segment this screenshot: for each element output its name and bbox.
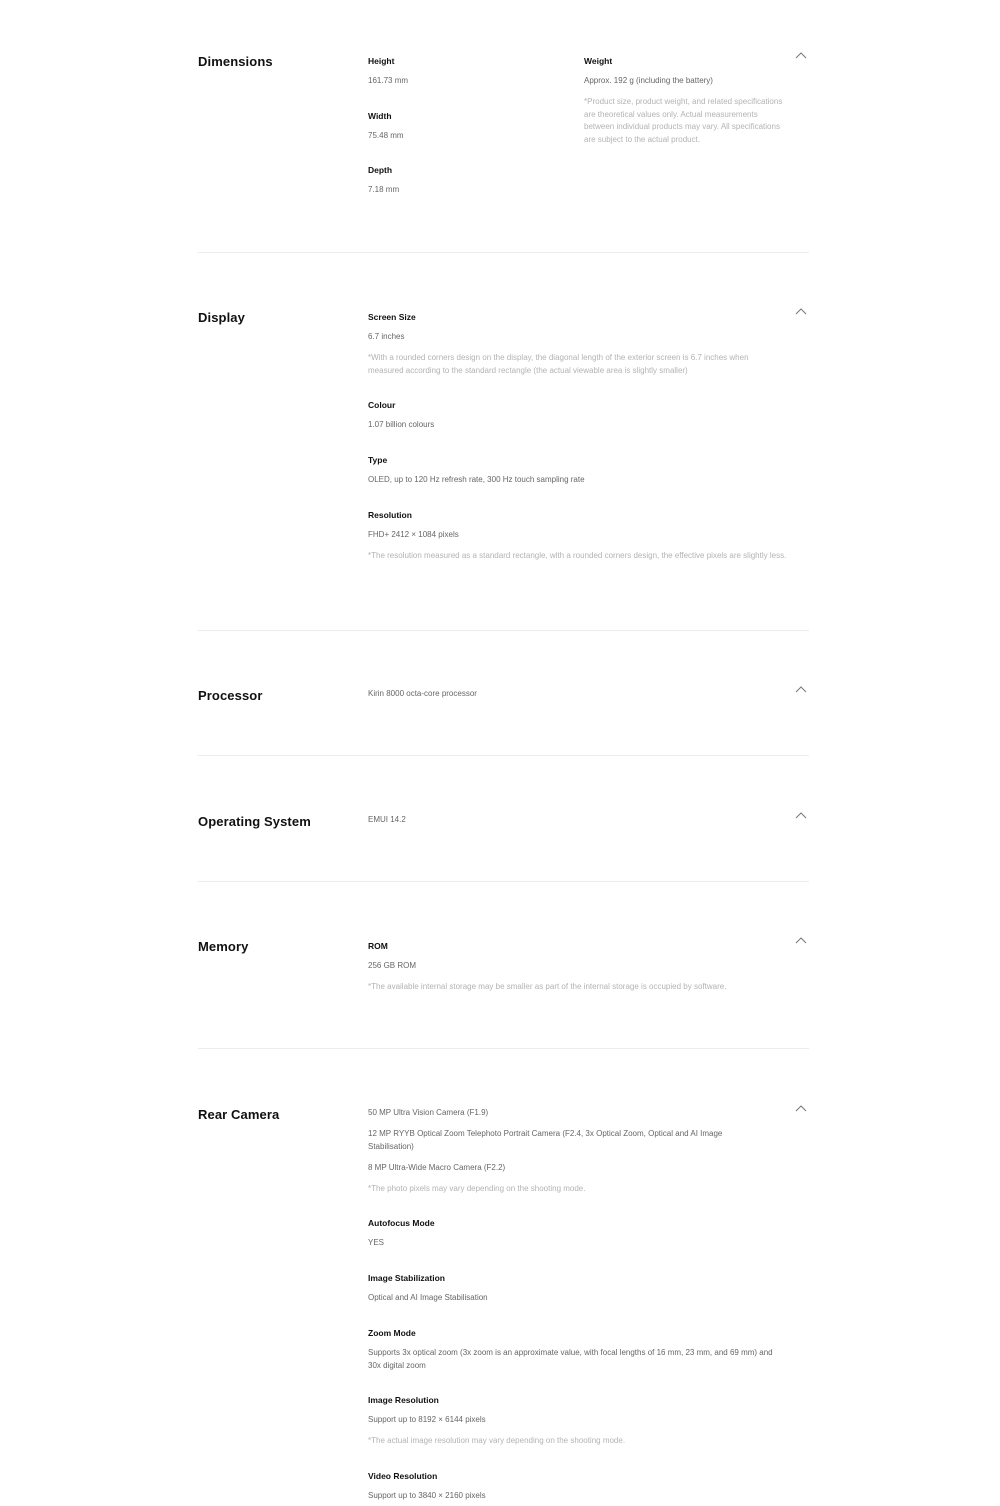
camera-line-2: 12 MP RYYB Optical Zoom Telephoto Portrait Camera (F2.4, 3x Optical Zoom, Optical and AI Image Stabilisation) (368, 1129, 723, 1151)
collapse-rear-camera-toggle[interactable] (794, 1104, 808, 1114)
width-value: 75.48 mm (368, 131, 404, 140)
height-label: Height (368, 56, 395, 66)
weight-note: *Product size, product weight, and related specifications are theoretical values only. Actual measurements between individual products may vary. All specifications are subject to the actual product. (584, 97, 783, 144)
height-value: 161.73 mm (368, 76, 409, 85)
type-label: Type (368, 455, 388, 465)
weight-value: Approx. 192 g (including the battery) (584, 76, 713, 85)
screen-size-label: Screen Size (368, 312, 416, 322)
resolution-label: Resolution (368, 510, 412, 520)
width-label: Width (368, 111, 392, 121)
chevron-up-icon (794, 1104, 808, 1112)
weight-label: Weight (584, 56, 613, 66)
section-title-display: Display (198, 310, 245, 325)
collapse-display-toggle[interactable] (794, 307, 808, 317)
section-title-os: Operating System (198, 814, 311, 829)
divider (198, 252, 809, 253)
type-value: OLED, up to 120 Hz refresh rate, 300 Hz touch sampling rate (368, 475, 585, 484)
zoom-label: Zoom Mode (368, 1328, 416, 1338)
camera-line-1: 50 MP Ultra Vision Camera (F1.9) (368, 1108, 489, 1117)
collapse-memory-toggle[interactable] (794, 936, 808, 946)
zoom-value: Supports 3x optical zoom (3x zoom is an approximate value, with focal lengths of 16 mm, 23 mm, and 69 mm) and 30x digital zoom (368, 1348, 773, 1370)
collapse-dimensions-toggle[interactable] (794, 51, 808, 61)
screen-size-value: 6.7 inches (368, 332, 405, 341)
autofocus-label: Autofocus Mode (368, 1218, 435, 1228)
chevron-up-icon (794, 685, 808, 693)
divider (198, 630, 809, 631)
divider (198, 1048, 809, 1049)
chevron-up-icon (794, 811, 808, 819)
resolution-value: FHD+ 2412 × 1084 pixels (368, 530, 459, 539)
resolution-note: *The resolution measured as a standard rectangle, with a rounded corners design, the effective pixels are slightly less. (368, 551, 787, 560)
section-title-dimensions: Dimensions (198, 54, 273, 69)
image-resolution-value: Support up to 8192 × 6144 pixels (368, 1415, 486, 1424)
chevron-up-icon (794, 307, 808, 315)
section-title-processor: Processor (198, 688, 263, 703)
os-value: EMUI 14.2 (368, 815, 406, 824)
autofocus-value: YES (368, 1238, 385, 1247)
screen-size-note: *With a rounded corners design on the display, the diagonal length of the exterior screen is 6.7 inches when measured according to the standard rectangle (the actual viewable area is slightly smaller) (368, 353, 749, 375)
rom-label: ROM (368, 941, 388, 951)
chevron-up-icon (794, 936, 808, 944)
image-resolution-label: Image Resolution (368, 1395, 439, 1405)
stabilization-label: Image Stabilization (368, 1273, 445, 1283)
video-resolution-value: Support up to 3840 × 2160 pixels (368, 1491, 486, 1500)
divider (198, 755, 809, 756)
colour-label: Colour (368, 400, 396, 410)
divider (198, 881, 809, 882)
collapse-os-toggle[interactable] (794, 811, 808, 821)
chevron-up-icon (794, 51, 808, 59)
rom-value: 256 GB ROM (368, 961, 417, 970)
rom-note: *The available internal storage may be smaller as part of the internal storage is occupied by software. (368, 982, 727, 991)
section-title-memory: Memory (198, 939, 249, 954)
stabilization-value: Optical and AI Image Stabilisation (368, 1293, 488, 1302)
collapse-processor-toggle[interactable] (794, 685, 808, 695)
camera-line-3: 8 MP Ultra-Wide Macro Camera (F2.2) (368, 1163, 506, 1172)
processor-value: Kirin 8000 octa-core processor (368, 689, 477, 698)
depth-label: Depth (368, 165, 393, 175)
depth-value: 7.18 mm (368, 185, 400, 194)
camera-note: *The photo pixels may vary depending on the shooting mode. (368, 1184, 586, 1193)
video-resolution-label: Video Resolution (368, 1471, 438, 1481)
colour-value: 1.07 billion colours (368, 420, 435, 429)
section-title-rear-camera: Rear Camera (198, 1107, 280, 1122)
image-resolution-note: *The actual image resolution may vary depending on the shooting mode. (368, 1436, 626, 1445)
